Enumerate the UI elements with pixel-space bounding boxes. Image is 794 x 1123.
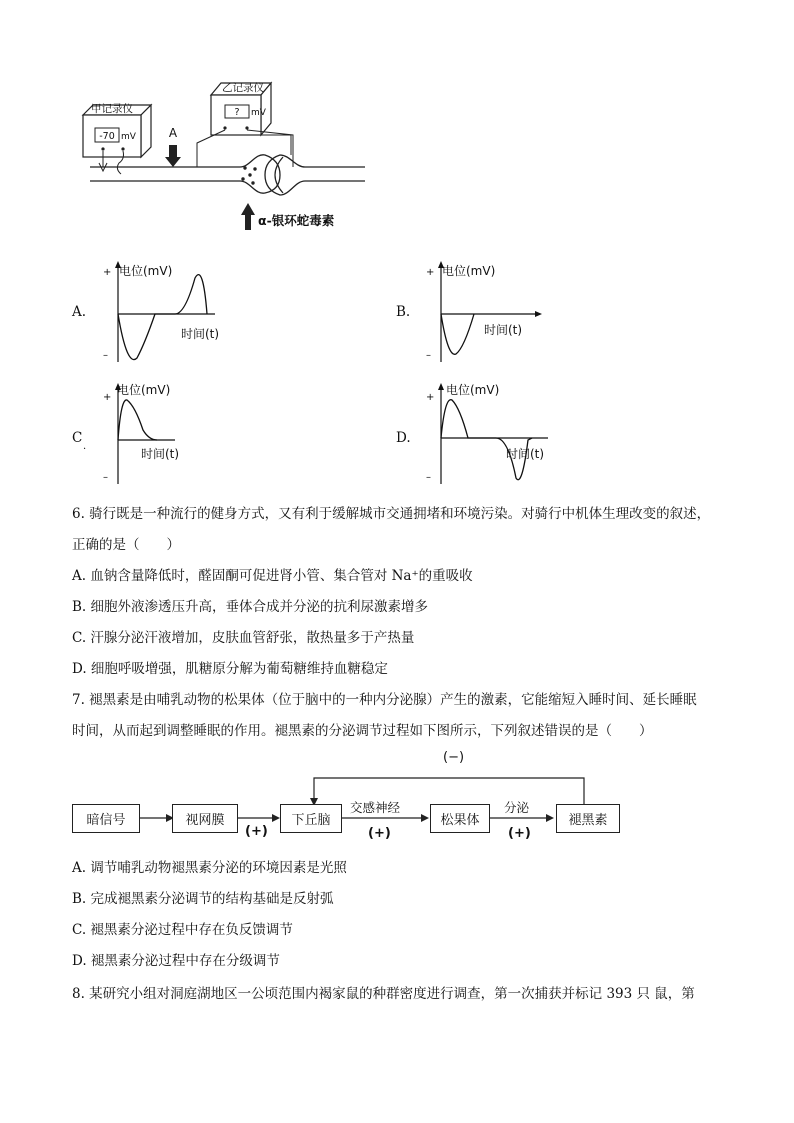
plus-sign-1: (+)	[245, 824, 268, 839]
recorder-jia-unit: mV	[121, 132, 136, 142]
toxin-label: α-银环蛇毒素	[258, 213, 335, 228]
y-axis-label: 电位(mV)	[117, 383, 171, 397]
q7-option-d: D. 褪黑素分泌过程中存在分级调节	[72, 953, 280, 969]
recorder-yi-label: 乙记录仪	[222, 82, 264, 94]
option-a-letter: A.	[72, 304, 87, 320]
y-axis-label: 电位(mV)	[446, 383, 500, 397]
q8-stem-line1: 8. 某研究小组对洞庭湖地区一公顷范围内褐家鼠的种群密度进行调查，第一次捕获并标记 393 只 鼠，第	[72, 986, 695, 1002]
plus-sign: +	[426, 392, 435, 403]
stimulus-arrow-icon	[165, 145, 181, 167]
recorder-yi-unit: mV	[251, 108, 266, 118]
q7-stem-line1: 7. 褪黑素是由哺乳动物的松果体（位于脑中的一种内分泌腺）产生的激素，它能缩短入睡时间、延长睡眠	[72, 692, 697, 708]
recorder-yi	[211, 81, 271, 135]
graph-d	[418, 380, 578, 490]
potential-curve	[441, 400, 532, 480]
potential-curve	[118, 400, 157, 440]
node-pineal: 松果体	[430, 804, 490, 833]
recorder-jia-label: 甲记录仪	[91, 103, 133, 115]
q6-option-c: C. 汗腺分泌汗液增加，皮肤血管舒张，散热量多于产热量	[72, 630, 415, 646]
recorder-yi-value: ?	[234, 107, 240, 118]
option-c-letter: C	[72, 430, 83, 446]
edge-label-secrete: 分泌	[504, 800, 530, 815]
graph-c	[95, 380, 245, 490]
x-axis-label: 时间(t)	[141, 447, 180, 461]
plus-sign: +	[103, 392, 112, 403]
potential-curve	[441, 314, 474, 354]
edge-label-sympathetic: 交感神经	[350, 800, 401, 815]
toxin-arrow-icon	[241, 203, 255, 230]
plus-sign-3: (+)	[508, 826, 531, 841]
minus-sign: –	[103, 472, 108, 483]
q7-option-a: A. 调节哺乳动物褪黑素分泌的环境因素是光照	[72, 860, 347, 876]
recorder-jia	[83, 102, 151, 157]
node-retina: 视网膜	[172, 804, 238, 833]
q7-stem-line2: 时间，从而起到调整睡眠的作用。褪黑素的分泌调节过程如下图所示，下列叙述错误的是（ ）	[72, 723, 653, 739]
q7-option-c: C. 褪黑素分泌过程中存在负反馈调节	[72, 922, 293, 938]
x-axis-label: 时间(t)	[181, 327, 220, 341]
x-axis-label: 时间(t)	[506, 447, 545, 461]
stimulus-label: A	[168, 126, 178, 140]
minus-sign: –	[426, 472, 431, 483]
q7-option-b: B. 完成褪黑素分泌调节的结构基础是反射弧	[72, 891, 334, 907]
minus-sign: –	[103, 350, 108, 361]
y-axis-label: 电位(mV)	[119, 264, 173, 278]
potential-curve	[118, 275, 207, 360]
y-axis-label: 电位(mV)	[442, 264, 496, 278]
feedback-label: (−)	[443, 750, 465, 765]
graph-a	[95, 258, 245, 368]
node-hypothalamus: 下丘脑	[280, 804, 342, 833]
plus-sign: +	[426, 267, 435, 278]
node-dark-signal: 暗信号	[72, 804, 140, 833]
q6-stem-line2: 正确的是（ ）	[72, 537, 180, 553]
option-b-letter: B.	[396, 304, 411, 320]
option-d-letter: D.	[396, 430, 411, 446]
minus-sign: –	[426, 350, 431, 361]
q6-stem-line1: 6. 骑行既是一种流行的健身方式，又有利于缓解城市交通拥堵和环境污染。对骑行中机体生理改变的叙述，	[72, 506, 711, 522]
q6-option-a: A. 血钠含量降低时，醛固酮可促进肾小管、集合管对 Na⁺的重吸收	[72, 568, 473, 584]
plus-sign-2: (+)	[368, 826, 391, 841]
q6-option-d: D. 细胞呼吸增强，肌糖原分解为葡萄糖维持血糖稳定	[72, 661, 388, 677]
x-axis-label: 时间(t)	[484, 323, 523, 337]
recorder-jia-value: -70	[99, 131, 115, 142]
q6-option-b: B. 细胞外液渗透压升高，垂体合成并分泌的抗利尿激素增多	[72, 599, 429, 615]
node-melatonin: 褪黑素	[556, 804, 620, 833]
graph-b	[418, 258, 568, 368]
plus-sign: +	[103, 267, 112, 278]
neuron-recording-figure	[75, 75, 375, 240]
